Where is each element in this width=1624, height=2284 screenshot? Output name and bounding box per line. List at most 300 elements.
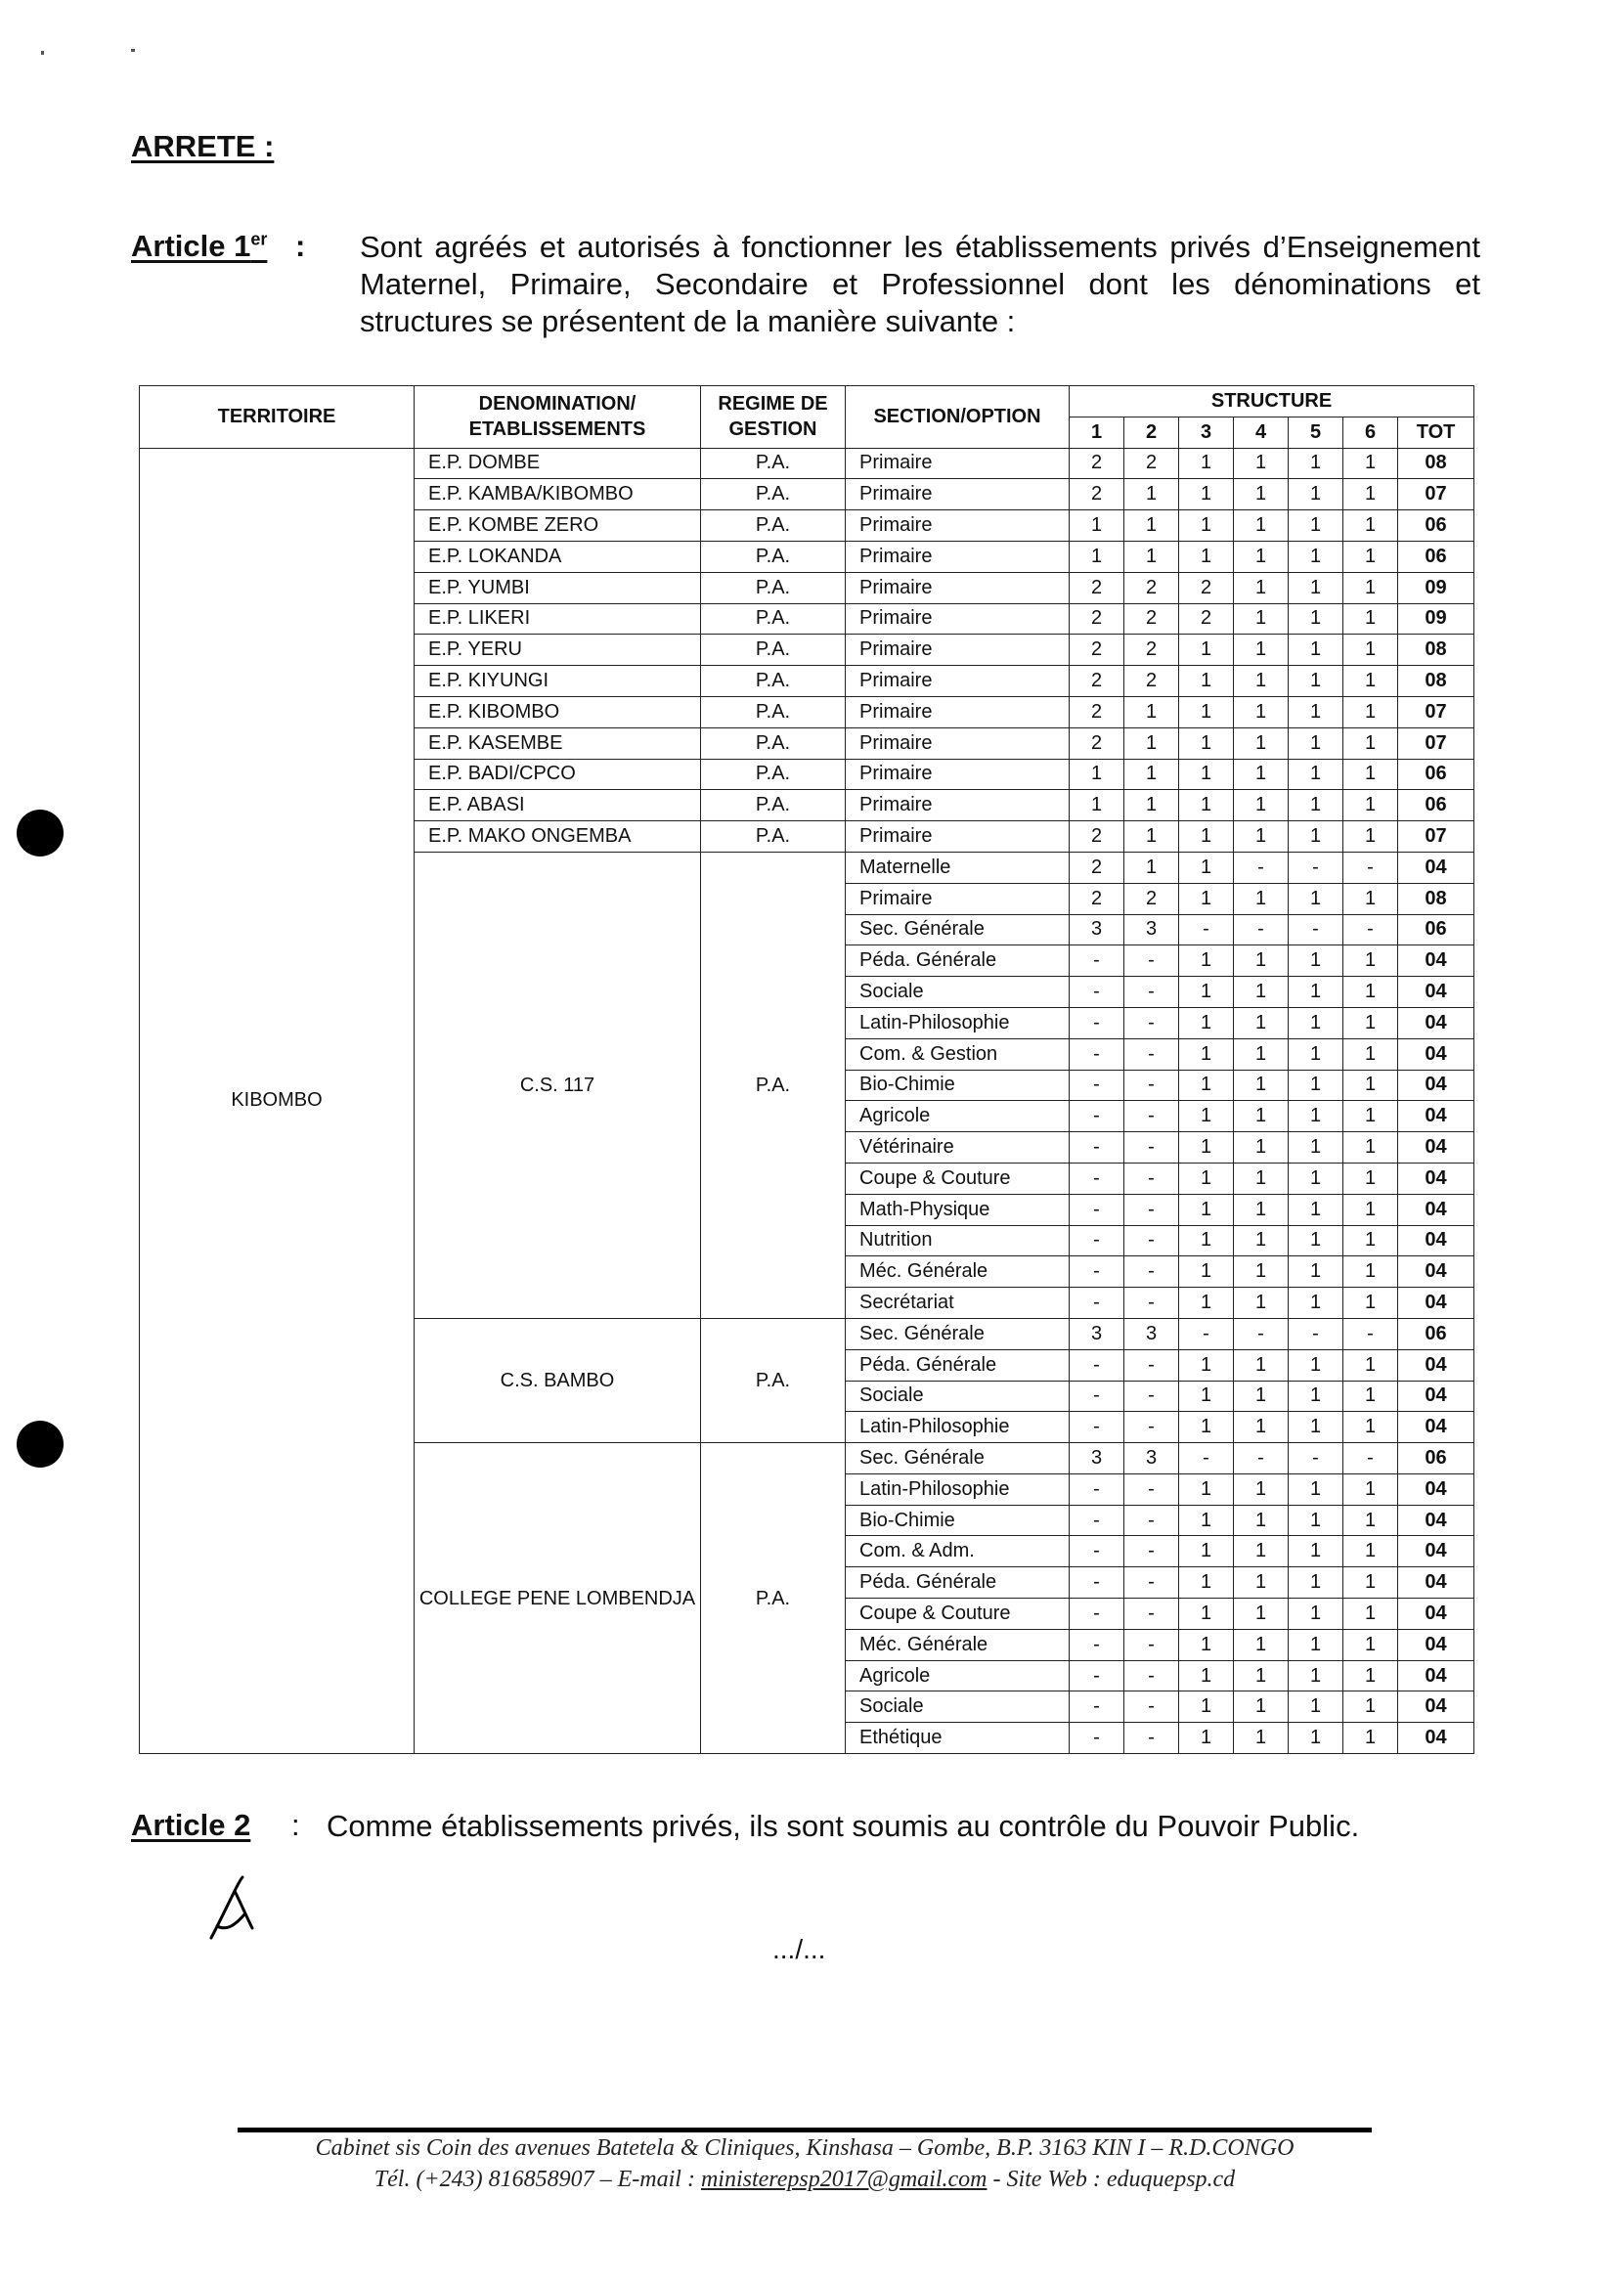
structure-cell: 1: [1179, 1567, 1234, 1599]
structure-cell: 1: [1179, 479, 1234, 510]
structure-cell: 1: [1179, 1505, 1234, 1536]
section-cell: Coupe & Couture: [846, 1599, 1070, 1630]
structure-cell: 1: [1179, 1473, 1234, 1505]
section-cell: Méc. Générale: [846, 1256, 1070, 1288]
structure-cell: -: [1124, 1505, 1179, 1536]
structure-cell: 1: [1179, 1349, 1234, 1381]
structure-cell: 1: [1124, 541, 1179, 572]
structure-cell: -: [1124, 1723, 1179, 1754]
structure-cell: 1: [1343, 1599, 1398, 1630]
article-2-text: Comme établissements privés, ils sont soumis au contrôle du Pouvoir Public.: [327, 1809, 1360, 1843]
structure-cell: 2: [1179, 603, 1234, 635]
total-cell: 04: [1398, 1007, 1474, 1038]
section-cell: Latin-Philosophie: [846, 1473, 1070, 1505]
structure-cell: 1: [1289, 1038, 1343, 1070]
structure-cell: 1: [1234, 821, 1289, 853]
structure-cell: 1: [1289, 1132, 1343, 1164]
structure-cell: -: [1070, 1412, 1124, 1443]
structure-cell: 1: [1179, 1629, 1234, 1660]
structure-cell: -: [1070, 1256, 1124, 1288]
structure-cell: 2: [1070, 479, 1124, 510]
structure-cell: 1: [1179, 883, 1234, 914]
structure-cell: 3: [1124, 1443, 1179, 1474]
structure-cell: 1: [1289, 977, 1343, 1008]
regime-cell: P.A.: [701, 635, 846, 666]
section-cell: Latin-Philosophie: [846, 1007, 1070, 1038]
structure-cell: -: [1124, 1132, 1179, 1164]
scan-mark: [131, 49, 135, 52]
structure-cell: 1: [1179, 945, 1234, 977]
article-2-colon: :: [291, 1808, 300, 1842]
structure-cell: -: [1234, 1443, 1289, 1474]
regime-cell: P.A.: [701, 696, 846, 727]
structure-cell: 1: [1289, 1288, 1343, 1319]
header-col-1: 1: [1070, 417, 1124, 448]
structure-cell: 1: [1343, 1038, 1398, 1070]
total-cell: 04: [1398, 1412, 1474, 1443]
structure-cell: 1: [1179, 541, 1234, 572]
structure-cell: 1: [1343, 666, 1398, 697]
regime-cell: P.A.: [701, 479, 846, 510]
total-cell: 08: [1398, 883, 1474, 914]
structure-cell: 1: [1289, 1536, 1343, 1567]
structure-cell: 1: [1234, 1723, 1289, 1754]
structure-cell: 1: [1179, 1691, 1234, 1723]
structure-cell: -: [1234, 852, 1289, 883]
structure-cell: 1: [1289, 541, 1343, 572]
structure-cell: 1: [1179, 790, 1234, 821]
structure-cell: -: [1289, 1443, 1343, 1474]
structure-cell: 1: [1289, 479, 1343, 510]
school-name-cell: COLLEGE PENE LOMBENDJA: [415, 1443, 701, 1754]
structure-cell: -: [1070, 1101, 1124, 1132]
structure-cell: 1: [1289, 666, 1343, 697]
structure-cell: 1: [1289, 945, 1343, 977]
school-name-cell: E.P. KOMBE ZERO: [415, 510, 701, 542]
structure-cell: 1: [1234, 1381, 1289, 1412]
structure-cell: 1: [1289, 1599, 1343, 1630]
structure-cell: 1: [1234, 1691, 1289, 1723]
structure-cell: 2: [1124, 448, 1179, 479]
total-cell: 04: [1398, 977, 1474, 1008]
structure-cell: 1: [1124, 727, 1179, 759]
section-cell: Vétérinaire: [846, 1132, 1070, 1164]
total-cell: 08: [1398, 448, 1474, 479]
total-cell: 04: [1398, 1194, 1474, 1225]
structure-cell: -: [1124, 1536, 1179, 1567]
section-cell: Sociale: [846, 977, 1070, 1008]
structure-cell: -: [1124, 1194, 1179, 1225]
structure-cell: -: [1124, 1038, 1179, 1070]
regime-cell: P.A.: [701, 821, 846, 853]
structure-cell: 3: [1070, 914, 1124, 945]
structure-cell: 1: [1289, 1194, 1343, 1225]
structure-cell: 1: [1179, 1132, 1234, 1164]
total-cell: 06: [1398, 914, 1474, 945]
structure-cell: 1: [1289, 1007, 1343, 1038]
total-cell: 07: [1398, 479, 1474, 510]
section-cell: Primaire: [846, 696, 1070, 727]
header-col-4: 4: [1234, 417, 1289, 448]
structure-cell: 1: [1289, 1256, 1343, 1288]
regime-cell: P.A.: [701, 510, 846, 542]
section-cell: Primaire: [846, 883, 1070, 914]
structure-cell: -: [1289, 1318, 1343, 1349]
structure-cell: -: [1179, 914, 1234, 945]
structure-cell: 1: [1234, 977, 1289, 1008]
school-name-cell: E.P. MAKO ONGEMBA: [415, 821, 701, 853]
article-1-label: Article 1er: [131, 229, 268, 263]
structure-cell: -: [1124, 945, 1179, 977]
structure-cell: -: [1070, 1194, 1124, 1225]
total-cell: 06: [1398, 541, 1474, 572]
structure-cell: 1: [1289, 572, 1343, 603]
section-cell: Sociale: [846, 1691, 1070, 1723]
section-cell: Com. & Gestion: [846, 1038, 1070, 1070]
structure-cell: 1: [1234, 1256, 1289, 1288]
structure-cell: -: [1289, 852, 1343, 883]
structure-cell: 2: [1124, 603, 1179, 635]
structure-cell: 2: [1070, 635, 1124, 666]
structure-cell: -: [1343, 1443, 1398, 1474]
structure-cell: -: [1179, 1318, 1234, 1349]
total-cell: 04: [1398, 1163, 1474, 1194]
structure-cell: 1: [1289, 883, 1343, 914]
structure-cell: 1: [1343, 1256, 1398, 1288]
structure-cell: 1: [1234, 1660, 1289, 1691]
header-territoire: TERRITOIRE: [140, 386, 415, 449]
section-cell: Agricole: [846, 1101, 1070, 1132]
header-col-7: TOT: [1398, 417, 1474, 448]
structure-cell: 1: [1289, 821, 1343, 853]
structure-cell: 2: [1124, 635, 1179, 666]
structure-cell: -: [1070, 1288, 1124, 1319]
school-name-cell: E.P. BADI/CPCO: [415, 759, 701, 790]
structure-cell: 1: [1179, 1660, 1234, 1691]
header-col-2: 2: [1124, 417, 1179, 448]
section-cell: Bio-Chimie: [846, 1505, 1070, 1536]
structure-cell: -: [1343, 914, 1398, 945]
structure-cell: 1: [1124, 510, 1179, 542]
structure-cell: 1: [1343, 1101, 1398, 1132]
structure-cell: 3: [1070, 1443, 1124, 1474]
structure-cell: 1: [1343, 1070, 1398, 1101]
structure-cell: 1: [1179, 1381, 1234, 1412]
structure-cell: 1: [1234, 1567, 1289, 1599]
section-cell: Primaire: [846, 635, 1070, 666]
footer-phone: Tél. (+243) 816858907 – E-mail :: [373, 2167, 695, 2192]
total-cell: 04: [1398, 1567, 1474, 1599]
structure-cell: 1: [1289, 1691, 1343, 1723]
structure-cell: 1: [1179, 1101, 1234, 1132]
regime-cell: P.A.: [701, 572, 846, 603]
structure-cell: 1: [1234, 759, 1289, 790]
structure-cell: 1: [1343, 1567, 1398, 1599]
structure-cell: 1: [1343, 635, 1398, 666]
total-cell: 04: [1398, 1256, 1474, 1288]
structure-cell: 1: [1289, 1412, 1343, 1443]
section-cell: Math-Physique: [846, 1194, 1070, 1225]
article-1-text: Sont agréés et autorisés à fonctionner les établissements privés d’Enseignement Maternel, Primaire, Secondaire et Professionnel dont les dénominations et structures se présentent de la manière suivante :: [360, 230, 1480, 338]
structure-cell: -: [1070, 1381, 1124, 1412]
structure-cell: 1: [1234, 603, 1289, 635]
structure-cell: -: [1124, 1288, 1179, 1319]
total-cell: 04: [1398, 1381, 1474, 1412]
structure-cell: 1: [1343, 1132, 1398, 1164]
initials-signature: [205, 1869, 264, 1948]
structure-cell: 1: [1179, 696, 1234, 727]
structure-cell: 1: [1234, 1007, 1289, 1038]
structure-cell: -: [1124, 1349, 1179, 1381]
structure-cell: 1: [1234, 1349, 1289, 1381]
structure-cell: -: [1070, 1473, 1124, 1505]
footer-website: - Site Web : eduquepsp.cd: [992, 2167, 1236, 2192]
school-name-cell: E.P. KASEMBE: [415, 727, 701, 759]
section-cell: Com. & Adm.: [846, 1536, 1070, 1567]
structure-cell: 1: [1179, 1007, 1234, 1038]
section-cell: Primaire: [846, 759, 1070, 790]
section-cell: Primaire: [846, 448, 1070, 479]
structure-cell: 1: [1234, 541, 1289, 572]
structure-cell: 1: [1234, 883, 1289, 914]
structure-cell: -: [1124, 1070, 1179, 1101]
structure-cell: 1: [1289, 1225, 1343, 1256]
structure-cell: 1: [1343, 790, 1398, 821]
school-name-cell: E.P. KAMBA/KIBOMBO: [415, 479, 701, 510]
total-cell: 04: [1398, 1225, 1474, 1256]
regime-cell: P.A.: [701, 448, 846, 479]
structure-cell: 1: [1343, 821, 1398, 853]
regime-cell: P.A.: [701, 852, 846, 1318]
structure-cell: 1: [1343, 1007, 1398, 1038]
total-cell: 04: [1398, 1132, 1474, 1164]
structure-cell: 2: [1179, 572, 1234, 603]
structure-cell: 1: [1124, 696, 1179, 727]
structure-cell: 1: [1343, 1691, 1398, 1723]
structure-cell: -: [1179, 1443, 1234, 1474]
territoire-cell: KIBOMBO: [140, 448, 415, 1753]
structure-cell: -: [1070, 1132, 1124, 1164]
structure-cell: -: [1124, 1256, 1179, 1288]
punch-hole: [17, 1421, 64, 1468]
structure-cell: 1: [1343, 479, 1398, 510]
structure-cell: 1: [1070, 759, 1124, 790]
structure-cell: 1: [1343, 1288, 1398, 1319]
article-1-colon: :: [295, 229, 306, 263]
footer-rule: [238, 2128, 1372, 2132]
section-cell: Sec. Générale: [846, 1318, 1070, 1349]
total-cell: 04: [1398, 1505, 1474, 1536]
footer-email[interactable]: ministerepsp2017@gmail.com: [700, 2167, 988, 2192]
structure-cell: 1: [1289, 1660, 1343, 1691]
structure-cell: 1: [1343, 945, 1398, 977]
section-cell: Péda. Générale: [846, 1567, 1070, 1599]
structure-cell: 1: [1343, 1412, 1398, 1443]
section-cell: Primaire: [846, 790, 1070, 821]
total-cell: 06: [1398, 510, 1474, 542]
total-cell: 04: [1398, 945, 1474, 977]
total-cell: 04: [1398, 1349, 1474, 1381]
footer-address: Cabinet sis Coin des avenues Batetela & Cliniques, Kinshasa – Gombe, B.P. 3163 KIN I – R.D.CONGO: [315, 2135, 1295, 2161]
section-cell: Maternelle: [846, 852, 1070, 883]
structure-cell: 1: [1234, 945, 1289, 977]
structure-cell: -: [1070, 1660, 1124, 1691]
structure-cell: 1: [1179, 1288, 1234, 1319]
structure-cell: 1: [1343, 541, 1398, 572]
structure-cell: -: [1070, 1349, 1124, 1381]
structure-cell: 1: [1124, 821, 1179, 853]
table-row: [140, 448, 1474, 479]
structure-cell: 1: [1179, 510, 1234, 542]
structure-cell: -: [1070, 1038, 1124, 1070]
structure-cell: 1: [1179, 635, 1234, 666]
structure-cell: -: [1124, 977, 1179, 1008]
structure-cell: 1: [1234, 1505, 1289, 1536]
section-cell: Primaire: [846, 727, 1070, 759]
structure-cell: -: [1070, 977, 1124, 1008]
structure-cell: -: [1070, 1007, 1124, 1038]
structure-cell: 2: [1070, 666, 1124, 697]
structure-cell: 1: [1343, 1381, 1398, 1412]
header-structure: STRUCTURE: [1070, 386, 1474, 417]
structure-cell: 1: [1179, 727, 1234, 759]
school-name-cell: E.P. KIBOMBO: [415, 696, 701, 727]
structure-cell: 1: [1234, 1101, 1289, 1132]
structure-cell: 3: [1124, 914, 1179, 945]
structure-cell: -: [1343, 1318, 1398, 1349]
structure-cell: -: [1124, 1691, 1179, 1723]
section-cell: Primaire: [846, 603, 1070, 635]
structure-cell: -: [1124, 1101, 1179, 1132]
total-cell: 09: [1398, 572, 1474, 603]
structure-cell: 1: [1343, 1629, 1398, 1660]
structure-cell: 1: [1289, 1567, 1343, 1599]
structure-cell: 1: [1179, 1536, 1234, 1567]
regime-cell: P.A.: [701, 1443, 846, 1754]
structure-cell: 1: [1343, 696, 1398, 727]
structure-cell: 2: [1124, 883, 1179, 914]
structure-cell: 1: [1234, 1473, 1289, 1505]
structure-cell: 1: [1343, 1505, 1398, 1536]
structure-cell: 1: [1343, 1536, 1398, 1567]
total-cell: 06: [1398, 1318, 1474, 1349]
regime-cell: P.A.: [701, 541, 846, 572]
header-col-6: 6: [1343, 417, 1398, 448]
total-cell: 04: [1398, 1473, 1474, 1505]
structure-cell: 1: [1343, 1163, 1398, 1194]
structure-cell: 1: [1289, 635, 1343, 666]
structure-cell: 1: [1343, 727, 1398, 759]
school-name-cell: C.S. 117: [415, 852, 701, 1318]
structure-cell: 1: [1234, 1629, 1289, 1660]
structure-cell: 1: [1179, 759, 1234, 790]
structure-cell: 1: [1179, 1599, 1234, 1630]
structure-cell: 1: [1289, 1505, 1343, 1536]
structure-cell: -: [1070, 1536, 1124, 1567]
structure-cell: 1: [1070, 510, 1124, 542]
section-cell: Sec. Générale: [846, 1443, 1070, 1474]
total-cell: 08: [1398, 666, 1474, 697]
header-col-3: 3: [1179, 417, 1234, 448]
structure-cell: 1: [1124, 479, 1179, 510]
structure-cell: 1: [1234, 1225, 1289, 1256]
structure-cell: 1: [1289, 1101, 1343, 1132]
structure-cell: 1: [1179, 1225, 1234, 1256]
structure-cell: 1: [1179, 1723, 1234, 1754]
structure-cell: -: [1070, 1225, 1124, 1256]
regime-cell: P.A.: [701, 759, 846, 790]
total-cell: 04: [1398, 1691, 1474, 1723]
structure-cell: 2: [1070, 727, 1124, 759]
structure-cell: 1: [1343, 759, 1398, 790]
structure-cell: 1: [1070, 790, 1124, 821]
section-cell: Primaire: [846, 479, 1070, 510]
arrete-heading: ARRETE :: [131, 129, 275, 163]
structure-cell: 1: [1343, 510, 1398, 542]
section-cell: Primaire: [846, 541, 1070, 572]
total-cell: 04: [1398, 1723, 1474, 1754]
structure-cell: 1: [1179, 821, 1234, 853]
structure-cell: 1: [1234, 1132, 1289, 1164]
structure-cell: 1: [1070, 541, 1124, 572]
structure-cell: 1: [1179, 1163, 1234, 1194]
structure-cell: -: [1070, 1567, 1124, 1599]
scan-mark: [41, 51, 44, 55]
structure-cell: 1: [1343, 977, 1398, 1008]
structure-cell: -: [1070, 1629, 1124, 1660]
structure-cell: 1: [1179, 666, 1234, 697]
structure-cell: 1: [1179, 1070, 1234, 1101]
structure-cell: 1: [1124, 852, 1179, 883]
structure-cell: 1: [1234, 448, 1289, 479]
structure-cell: 1: [1289, 696, 1343, 727]
structure-cell: 1: [1234, 696, 1289, 727]
header-section: SECTION/OPTION: [846, 386, 1070, 449]
section-cell: Péda. Générale: [846, 1349, 1070, 1381]
structure-cell: 1: [1234, 1536, 1289, 1567]
structure-cell: 1: [1234, 666, 1289, 697]
structure-cell: 1: [1179, 852, 1234, 883]
structure-cell: 1: [1289, 1723, 1343, 1754]
structure-cell: -: [1124, 1473, 1179, 1505]
continuation-mark: .../...: [772, 1934, 826, 1964]
structure-cell: -: [1124, 1381, 1179, 1412]
regime-cell: P.A.: [701, 1318, 846, 1442]
total-cell: 04: [1398, 1629, 1474, 1660]
structure-cell: 1: [1289, 759, 1343, 790]
section-cell: Nutrition: [846, 1225, 1070, 1256]
total-cell: 06: [1398, 759, 1474, 790]
structure-cell: 1: [1289, 1070, 1343, 1101]
structure-cell: -: [1124, 1660, 1179, 1691]
structure-cell: -: [1343, 852, 1398, 883]
structure-cell: 2: [1070, 852, 1124, 883]
structure-cell: -: [1070, 1723, 1124, 1754]
structure-cell: -: [1070, 1163, 1124, 1194]
structure-cell: 2: [1070, 572, 1124, 603]
structure-cell: 2: [1070, 821, 1124, 853]
total-cell: 04: [1398, 1536, 1474, 1567]
structure-cell: 1: [1343, 1723, 1398, 1754]
structure-cell: 2: [1070, 696, 1124, 727]
total-cell: 08: [1398, 635, 1474, 666]
structure-cell: 1: [1124, 790, 1179, 821]
section-cell: Bio-Chimie: [846, 1070, 1070, 1101]
school-name-cell: C.S. BAMBO: [415, 1318, 701, 1442]
structure-cell: 1: [1234, 1599, 1289, 1630]
total-cell: 04: [1398, 1599, 1474, 1630]
structure-cell: 1: [1179, 448, 1234, 479]
